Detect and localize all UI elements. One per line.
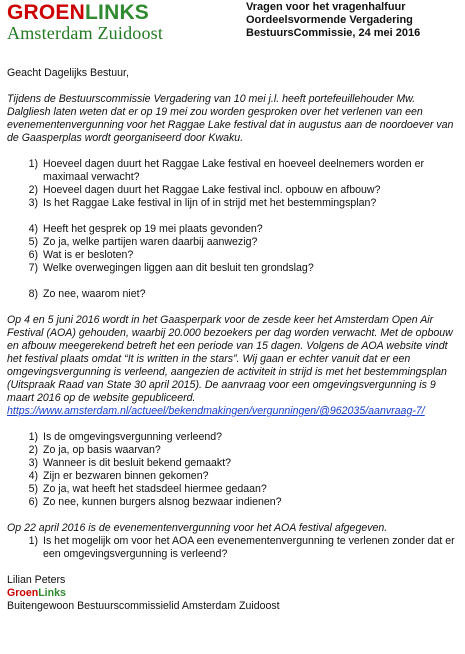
- question-text: Zijn er bezwaren binnen gekomen?: [43, 470, 209, 482]
- signatory-party: [7, 587, 459, 600]
- letter-body: [7, 67, 459, 613]
- question-text: Zo ja, welke partijen waren daarbij aanwezig?: [43, 236, 258, 248]
- question-list-festival: [22, 158, 459, 210]
- logo-subtitle: Amsterdam Zuidoost: [7, 23, 164, 43]
- april-paragraph: Op 22 april 2016 is de evenementenvergunning voor het AOA festival afgegeven.: [7, 522, 388, 534]
- question-number: 1): [28, 431, 38, 443]
- question-item: [22, 457, 459, 470]
- logo-links: LINKS: [85, 1, 150, 24]
- meeting-info-line-1: Vragen voor het vragenhalfuur: [246, 1, 406, 13]
- meeting-info-line-2: Oordeelsvormende Vergadering: [246, 14, 413, 26]
- signatory-role: Buitengewoon Bestuurscommissielid Amsterdam Zuidoost: [7, 600, 280, 612]
- question-text: Is het mogelijk om voor het AOA een evenementenvergunning te verlenen zonder dat er een omgevingsvergunning is verleend?: [43, 535, 455, 560]
- question-number: 4): [28, 470, 38, 482]
- question-number: 6): [28, 496, 38, 508]
- letterhead: [0, 0, 465, 52]
- question-item: [22, 444, 459, 457]
- question-item: [22, 236, 459, 249]
- question-text: Welke overwegingen liggen aan dit besluit ten grondslag?: [43, 262, 314, 274]
- question-number: 2): [28, 444, 38, 456]
- question-item: [22, 535, 459, 561]
- question-item: [22, 431, 459, 444]
- salutation: Geacht Dagelijks Bestuur,: [7, 67, 129, 79]
- aoa-paragraph: Op 4 en 5 juni 2016 wordt in het Gaasperpark voor de zesde keer het Amsterdam Open Air Festival (AOA) gehouden, waarbij 20.000 bezoekers per dag worden verwacht. Met de opbouw en afbouw meegerekend betreft het een periode van 15 dagen. Volgens de AOA website vindt het festival plaats omdat “It is written in the stars”. Wij gaan er echter vanuit dat er een omgevingsvergunning is verleend, aangezien de activiteit in strijd is met het bestemmingsplan (Uitspraak Raad van State 30 april 2015). De aanvraag voor een omgevingsvergunning is 9 maart 2016 op de website gepubliceerd.: [7, 314, 453, 404]
- question-list-followup: [22, 288, 459, 301]
- question-text: Zo nee, kunnen burgers alsnog bezwaar indienen?: [43, 496, 282, 508]
- question-text: Wat is er besloten?: [43, 249, 134, 261]
- logo-wordmark: [7, 2, 163, 24]
- question-number: 3): [28, 197, 38, 209]
- question-item: [22, 483, 459, 496]
- question-number: 5): [28, 236, 38, 248]
- meeting-info-line-3: BestuursCommissie, 24 mei 2016: [246, 27, 421, 39]
- question-text: Hoeveel dagen duurt het Raggae Lake festival incl. opbouw en afbouw?: [43, 184, 381, 196]
- aoa-permit-link[interactable]: https://www.amsterdam.nl/actueel/bekendmakingen/vergunningen/@962035/aanvraag-7/: [7, 405, 425, 417]
- question-number: 6): [28, 249, 38, 261]
- question-number: 2): [28, 184, 38, 196]
- logo-groen: GROEN: [7, 1, 86, 24]
- signatory-name: Lilian Peters: [7, 574, 66, 586]
- question-number: 1): [28, 535, 38, 547]
- question-item: [22, 249, 459, 262]
- question-item: [22, 158, 459, 184]
- question-item: [22, 496, 459, 509]
- question-text: Zo nee, waarom niet?: [43, 288, 146, 300]
- question-list-meeting: [22, 223, 459, 275]
- question-text: Zo ja, wat heeft het stadsdeel hiermee gedaan?: [43, 483, 267, 495]
- question-text: Is het Raggae Lake festival in lijn of in strijd met het bestemmingsplan?: [43, 197, 377, 209]
- question-item: [22, 223, 459, 236]
- meeting-info: [246, 1, 420, 40]
- question-list-permit: [22, 431, 459, 509]
- party-groen: Groen: [7, 587, 39, 599]
- question-number: 8): [28, 288, 38, 300]
- question-text: Is de omgevingsvergunning verleend?: [43, 431, 223, 443]
- question-number: 7): [28, 262, 38, 274]
- question-item: [22, 197, 459, 210]
- question-list-event-permit: [22, 535, 459, 561]
- question-item: [22, 470, 459, 483]
- question-number: 1): [28, 158, 38, 170]
- question-number: 3): [28, 457, 38, 469]
- party-links: Links: [38, 587, 66, 599]
- question-text: Heeft het gesprek op 19 mei plaats gevonden?: [43, 223, 263, 235]
- groenlinks-logo: [7, 2, 163, 43]
- intro-paragraph: Tijdens de Bestuurscommissie Vergadering van 10 mei j.l. heeft portefeuillehouder Mw. Dalgliesh laten weten dat er op 19 mei zou worden gesproken over het verlenen van een evenementenvergunning voor het Raggae Lake festival dat in augustus aan de noordoever van de Gaasperplas wordt georganiseerd door Kwaku.: [7, 93, 454, 144]
- question-text: Zo ja, op basis waarvan?: [43, 444, 161, 456]
- signature: [7, 574, 459, 613]
- question-text: Wanneer is dit besluit bekend gemaakt?: [43, 457, 232, 469]
- question-item: [22, 288, 459, 301]
- question-item: [22, 184, 459, 197]
- question-number: 4): [28, 223, 38, 235]
- question-text: Hoeveel dagen duurt het Raggae Lake festival en hoeveel deelnemers worden er maximaal verwacht?: [43, 158, 425, 183]
- question-item: [22, 262, 459, 275]
- question-number: 5): [28, 483, 38, 495]
